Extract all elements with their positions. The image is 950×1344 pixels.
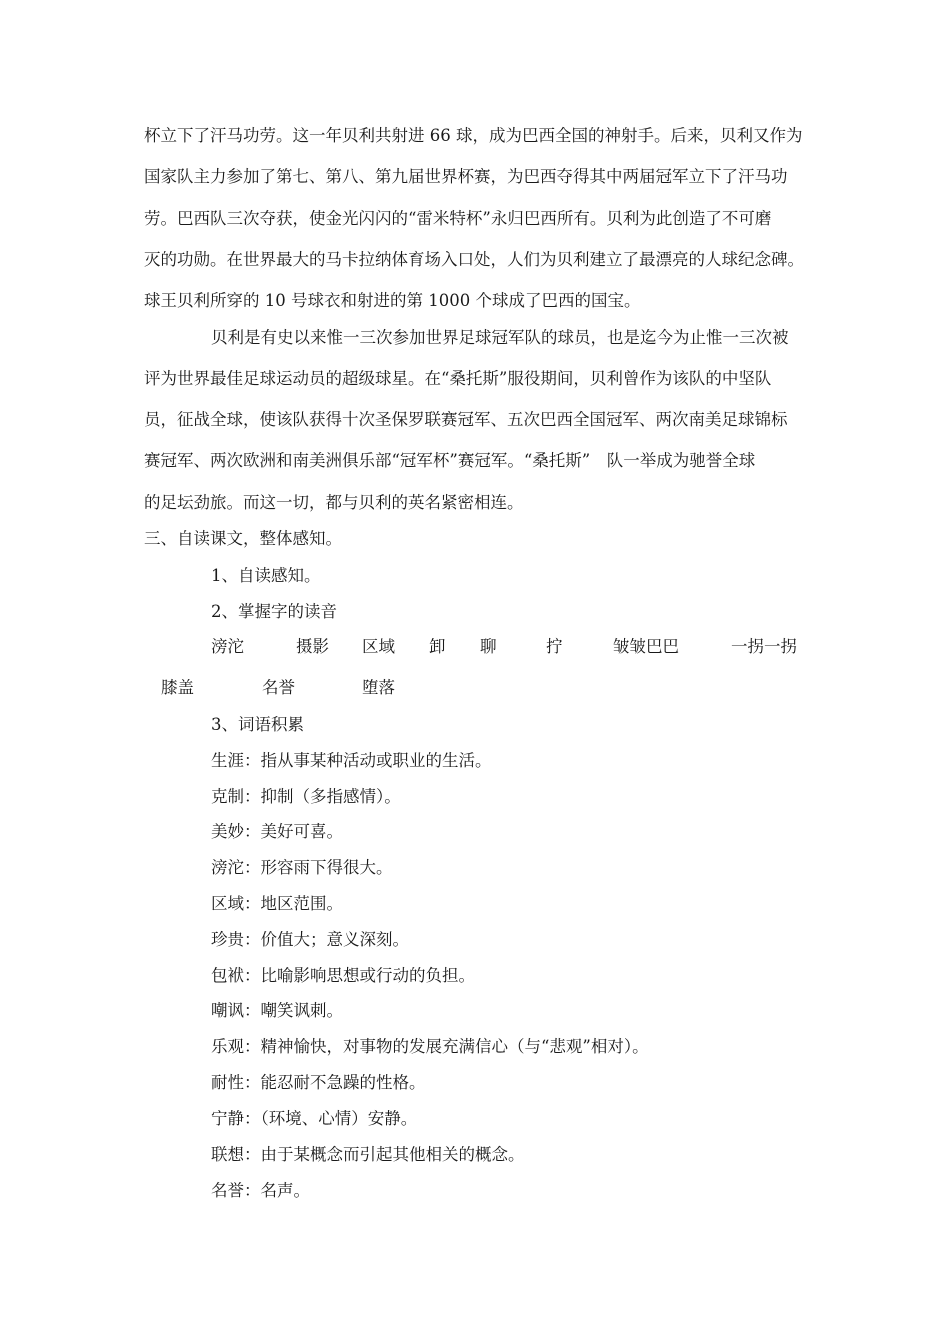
list-item: 1、自读感知。 [211, 566, 321, 585]
pronunciation-word: 名誉 [262, 678, 295, 697]
paragraph1-line: 球王贝利所穿的 10 号球衣和射进的第 1000 个球成了巴西的国宝。 [144, 291, 641, 310]
vocabulary-entry: 区域：地区范围。 [211, 894, 343, 913]
section-heading: 三、自读课文，整体感知。 [144, 529, 342, 548]
vocabulary-entry: 生涯：指从事某种活动或职业的生活。 [211, 751, 492, 770]
pronunciation-word: 膝盖 [161, 678, 194, 697]
vocabulary-entry: 美妙：美好可喜。 [211, 822, 343, 841]
vocabulary-entry: 包袱：比喻影响思想或行动的负担。 [211, 966, 475, 985]
vocabulary-entry: 克制：抑制（多指感情）。 [211, 787, 401, 806]
pronunciation-word: 区域 [362, 637, 395, 656]
vocabulary-entry: 滂沱：形容雨下得很大。 [211, 858, 393, 877]
list-item: 3、词语积累 [211, 715, 304, 734]
pronunciation-word: 摄影 [296, 637, 329, 656]
vocabulary-entry: 嘲讽：嘲笑讽刺。 [211, 1001, 343, 1020]
paragraph1-line: 杯立下了汗马功劳。这一年贝利共射进 66 球，成为巴西全国的神射手。后来，贝利又作为 [144, 126, 803, 145]
paragraph1-line: 国家队主力参加了第七、第八、第九届世界杯赛，为巴西夺得其中两届冠军立下了汗马功 [144, 167, 788, 186]
pronunciation-word: 聊 [480, 637, 497, 656]
list-item: 2、掌握字的读音 [211, 602, 337, 621]
vocabulary-entry: 乐观：精神愉快，对事物的发展充满信心（与“悲观”相对）。 [211, 1037, 649, 1056]
vocabulary-entry: 珍贵：价值大；意义深刻。 [211, 930, 409, 949]
pronunciation-word: 一拐一拐 [731, 637, 797, 656]
pronunciation-word: 堕落 [362, 678, 395, 697]
paragraph1-line: 劳。巴西队三次夺获，使金光闪闪的“雷米特杯”永归巴西所有。贝利为此创造了不可磨 [144, 209, 772, 228]
paragraph2-line: 赛冠军、两次欧洲和南美洲俱乐部“冠军杯”赛冠军。“桑托斯” 队一举成为驰誉全球 [144, 451, 756, 470]
vocabulary-entry: 耐性：能忍耐不急躁的性格。 [211, 1073, 426, 1092]
pronunciation-word: 卸 [429, 637, 446, 656]
pronunciation-word: 拧 [546, 637, 563, 656]
pronunciation-word: 皱皱巴巴 [613, 637, 679, 656]
vocabulary-entry: 名誉：名声。 [211, 1181, 310, 1200]
pronunciation-word: 滂沱 [211, 637, 244, 656]
paragraph2-line: 员，征战全球，使该队获得十次圣保罗联赛冠军、五次巴西全国冠军、两次南美足球锦标 [144, 410, 788, 429]
paragraph2-line: 贝利是有史以来惟一三次参加世界足球冠军队的球员，也是迄今为止惟一三次被 [211, 328, 789, 347]
paragraph2-line: 的足坛劲旅。而这一切，都与贝利的英名紧密相连。 [144, 493, 524, 512]
paragraph1-line: 灭的功勋。在世界最大的马卡拉纳体育场入口处，人们为贝利建立了最漂亮的人球纪念碑。 [144, 250, 804, 269]
vocabulary-entry: 联想：由于某概念而引起其他相关的概念。 [211, 1145, 525, 1164]
paragraph2-line: 评为世界最佳足球运动员的超级球星。在“桑托斯”服役期间，贝利曾作为该队的中坚队 [144, 369, 772, 388]
vocabulary-entry: 宁静：（环境、心情）安静。 [211, 1109, 418, 1128]
